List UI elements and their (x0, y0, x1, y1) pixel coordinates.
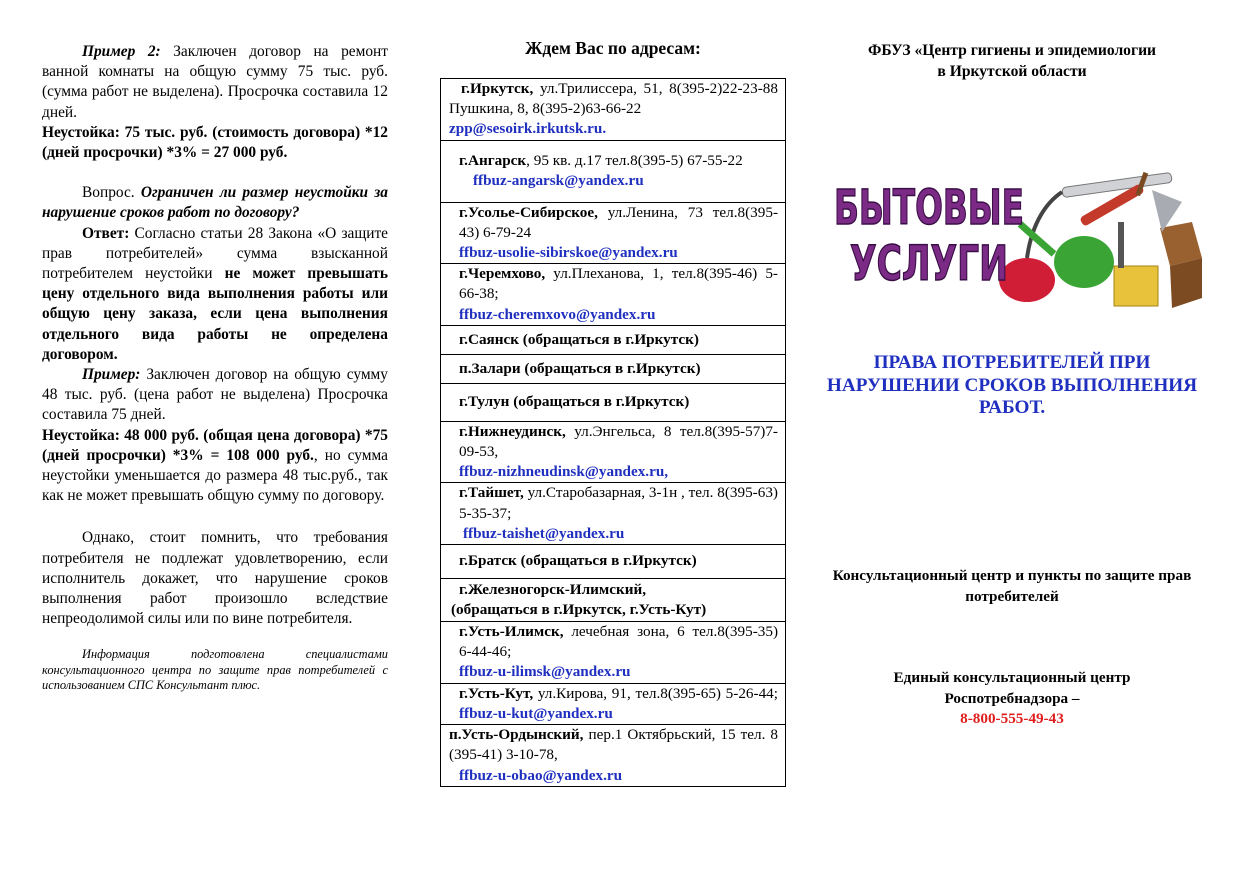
question-paragraph (42, 183, 388, 223)
penalty-1: Неустойка: 75 тыс. руб. (стоимость договора) *12 (дней просрочки) *3% = 27 000 руб. (42, 123, 388, 162)
address-details: лечебная зона, 6 тел.8(395-35) 6-44-46; (459, 623, 778, 661)
address-city: п.Залари (обращаться в г.Иркутск) (459, 359, 701, 377)
address-row-tulun (441, 383, 786, 421)
addresses-table (440, 78, 786, 787)
address-email[interactable]: ffbuz-cheremxovo@yandex.ru (459, 305, 656, 323)
banner-image (822, 162, 1204, 312)
penalty-2 (42, 426, 388, 507)
address-row-cheremkhovo (441, 264, 786, 326)
answer-paragraph (42, 224, 388, 365)
unified-center (820, 668, 1204, 730)
address-row-taishet (441, 483, 786, 545)
address-city: г.Усть-Илимск, (459, 623, 564, 641)
address-details: ул.Энгельса, 8 тел.8(395-57)7-09-53, (459, 422, 778, 461)
penalty-2-text: , но сумма неустойки уменьшается до размера 48 тыс.руб., так как не может превышать общую сумму по договору. (42, 446, 388, 505)
address-details: ул.Кирова, 91, тел.8(395-65) 5-26-44; (533, 684, 778, 702)
banner-title-line1: БЫТОВЫЕ (834, 180, 1024, 236)
unified-line2: Роспотребнадзора – (944, 689, 1080, 707)
address-city: г.Иркутск, (461, 80, 534, 97)
penalty-2-bold: Неустойка: 48 000 руб. (общая цена договора) *75 (дней просрочки) *3% = 108 000 руб. (42, 426, 388, 464)
address-email[interactable]: ffbuz-nizhneudinsk@yandex.ru, (459, 463, 669, 481)
example-2-text: Заключен договор на ремонт ванной комнаты на общую сумму 75 тыс. руб. (сумма работ не выделена). Просрочка составила 12 дней. (42, 43, 388, 121)
address-city: г.Ангарск (459, 151, 527, 169)
address-email[interactable]: ffbuz-u-obao@yandex.ru (459, 766, 623, 784)
address-row-zalari (441, 354, 786, 383)
address-city: г.Тайшет, (459, 484, 524, 502)
answer-label: Ответ: (82, 224, 135, 242)
address-row-irkutsk (441, 79, 786, 141)
question-text: Ограничен ли размер неустойки за нарушение сроков работ по договору? (42, 184, 389, 222)
address-row-angarsk (441, 140, 786, 202)
address-city: г.Саянск (обращаться в г.Иркутск) (459, 330, 699, 348)
answer-text: Согласно статьи 28 Закона «О защите прав потребителей» сумма взысканной потребителем неустойки (42, 224, 388, 283)
org-name-line1: ФБУЗ «Центр гигиены и эпидемиологии (867, 42, 1157, 59)
left-column (42, 42, 388, 693)
banner-title-line2: УСЛУГИ (850, 236, 1008, 292)
address-email[interactable]: ffbuz-usolie-sibirskoe@yandex.ru (459, 244, 678, 262)
example-2-label: Пример 2: (82, 43, 161, 60)
address-email[interactable]: zpp@sesoirk.irkutsk.ru. (449, 120, 607, 138)
example-label: Пример: (82, 366, 141, 384)
address-email[interactable]: ffbuz-u-ilimsk@yandex.ru (459, 663, 631, 681)
address-city: п.Усть-Ордынский, (449, 726, 584, 744)
org-name-line2: в Иркутской области (937, 63, 1087, 80)
address-city: г.Усолье-Сибирское, (459, 203, 598, 221)
example-text: Заключен договор на общую сумму 48 тыс. руб. (цена работ не выделена) Просрочка составила 75 дней. (42, 366, 388, 424)
address-email[interactable]: ffbuz-angarsk@yandex.ru (473, 172, 644, 190)
consult-center: Консультационный центр и пункты по защите прав потребителей (832, 567, 1192, 605)
address-details: ул.Ленина, 73 тел.8(395-43) 6-79-24 (459, 203, 778, 241)
unified-line1: Единый консультационный центр (893, 669, 1131, 686)
address-city: г.Нижнеудинск, (459, 422, 566, 440)
hotline-phone[interactable]: 8-800-555-49-43 (960, 710, 1064, 727)
address-city: г.Тулун (обращаться в г.Иркутск) (459, 393, 690, 411)
address-details: ул.Плеханова, 1, тел.8(395-46) 5-66-38; (459, 265, 778, 303)
address-details: (обращаться в г.Иркутск, г.Усть-Кут) (451, 601, 707, 619)
address-city: г.Железногорск-Илимский, (459, 580, 647, 598)
address-city: г.Усть-Кут, (459, 684, 534, 702)
address-city: г.Черемхово, (459, 265, 546, 283)
address-details: пер.1 Октябрьский, 15 тел. 8 (395-41) 3-10-78, (449, 726, 778, 764)
info-note: Информация подготовлена специалистами консультационного центра по защите прав потребителей с использованием СПС Консультант плюс. (42, 647, 388, 692)
address-details: ул.Старобазарная, 3-1н , тел. 8(395-63) 5-35-37; (459, 484, 778, 522)
addresses-title: Ждем Вас по адресам: (525, 38, 701, 58)
question-label: Вопрос. (82, 184, 141, 202)
address-city: г.Братск (обращаться в г.Иркутск) (459, 552, 697, 570)
address-details: ул.Трилиссера, 51, 8(395-2)22-23-88 Пушкина, 8, 8(395-2)63-66-22 (449, 80, 778, 118)
address-row-ust-ordynsky (441, 725, 786, 787)
address-row-sayansk (441, 325, 786, 354)
right-column (820, 40, 1204, 872)
address-row-usolie (441, 202, 786, 264)
addresses-column (440, 36, 786, 787)
address-row-nizhneudinsk (441, 421, 786, 483)
banner-illustration (822, 162, 1204, 312)
headline: ПРАВА ПОТРЕБИТЕЛЕЙ ПРИ НАРУШЕНИИ СРОКОВ ВЫПОЛНЕНИЯ РАБОТ. (826, 352, 1198, 418)
answer-bold: не может превышать цену отдельного вида выполнения работы или общую цену заказа, если цена выполнения отдельного вида работы не определена договором. (42, 265, 388, 363)
address-email[interactable]: ffbuz-taishet@yandex.ru (463, 524, 625, 542)
address-details: , 95 кв. д.17 тел.8(395-5) 67-55-22 (526, 151, 743, 169)
address-row-zheleznogorsk (441, 579, 786, 622)
address-row-bratsk (441, 545, 786, 579)
address-email[interactable]: ffbuz-u-kut@yandex.ru (459, 704, 613, 722)
address-row-ust-ilimsk (441, 622, 786, 684)
however-paragraph: Однако, стоит помнить, что требования потребителя не подлежат удовлетворению, если исполнитель докажет, что нарушение сроков выполнения работ произошло вследствие непреодолимой силы или по вине потребителя. (42, 529, 388, 628)
address-row-ust-kut (441, 683, 786, 724)
example-paragraph (42, 365, 388, 426)
example-2-paragraph (42, 42, 388, 123)
